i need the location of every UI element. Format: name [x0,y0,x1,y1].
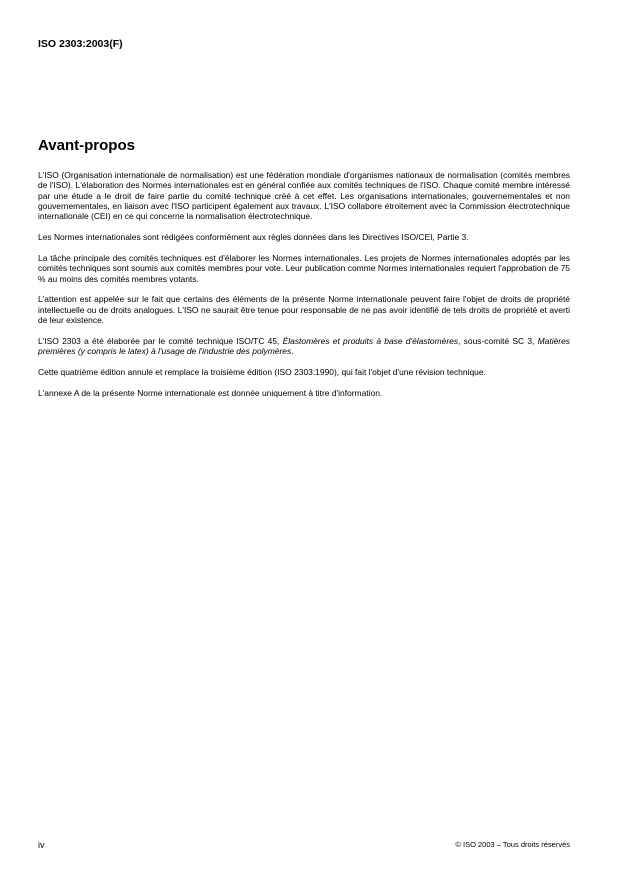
paragraph-patent-notice: L'attention est appelée sur le fait que certains des éléments de la présente Norme internationale peuvent faire l'objet de droits de propriété intellectuelle ou de droits analogues. L'ISO ne saurait être tenue pour responsable de ne pas avoir identifié de tels droits de propriété et averti de leur existence. [38,294,570,326]
paragraph-annex: L'annexe A de la présente Norme internationale est donnée uniquement à titre d'information. [38,388,383,399]
paragraph-committee-task: La tâche principale des comités techniques est d'élaborer les Normes internationales. Les projets de Normes internationales adoptés par les comités techniques sont soumis aux comités membres pour vote. Leur publication comme Normes internationales requiert l'approbation de 75 % au moins des comités membres votants. [38,252,570,284]
prepared-by-text-3: . [291,346,294,357]
paragraph-directives: Les Normes internationales sont rédigées conformément aux règles données dans les Directives ISO/CEI, Partie 3. [38,232,469,243]
paragraph-organisation: L'ISO (Organisation internationale de normalisation) est une fédération mondiale d'organismes nationaux de normalisation (comités membres de l'ISO). L'élaboration des Normes internationales est en général confiée aux comités techniques de l'ISO. Chaque comité membre intéressé par une étude a le droit de faire partie du comité technique créé à cet effet. Les organisations internationales, gouvernementales et non gouvernementales, en liaison avec l'ISO participent également aux travaux. L'ISO collabore étroitement avec la Commission électrotechnique internationale (CEI) en ce qui concerne la normalisation électrotechnique. [38,170,570,222]
paragraph-edition: Cette quatrième édition annule et remplace la troisième édition (ISO 2303:1990), qui fait l'objet d'une révision technique. [38,367,486,378]
committee-title-italic: Élastomères et produits à base d'élastomères [282,335,459,346]
subcommittee-title-italic: Matières premières (y compris le latex) à l'usage de l'industrie des polymères [38,335,571,357]
document-id-header: ISO 2303:2003(F) [38,38,123,50]
foreword-body [38,170,570,409]
page-number: iv [38,840,45,850]
prepared-by-text-2: , sous-comité SC 3, [458,335,538,346]
paragraph-prepared-by [38,336,570,357]
prepared-by-text-1: L'ISO 2303 a été élaborée par le comité technique ISO/TC 45, [38,335,283,346]
section-title: Avant-propos [38,137,135,154]
copyright-notice: © ISO 2003 – Tous droits réservés [455,840,570,849]
